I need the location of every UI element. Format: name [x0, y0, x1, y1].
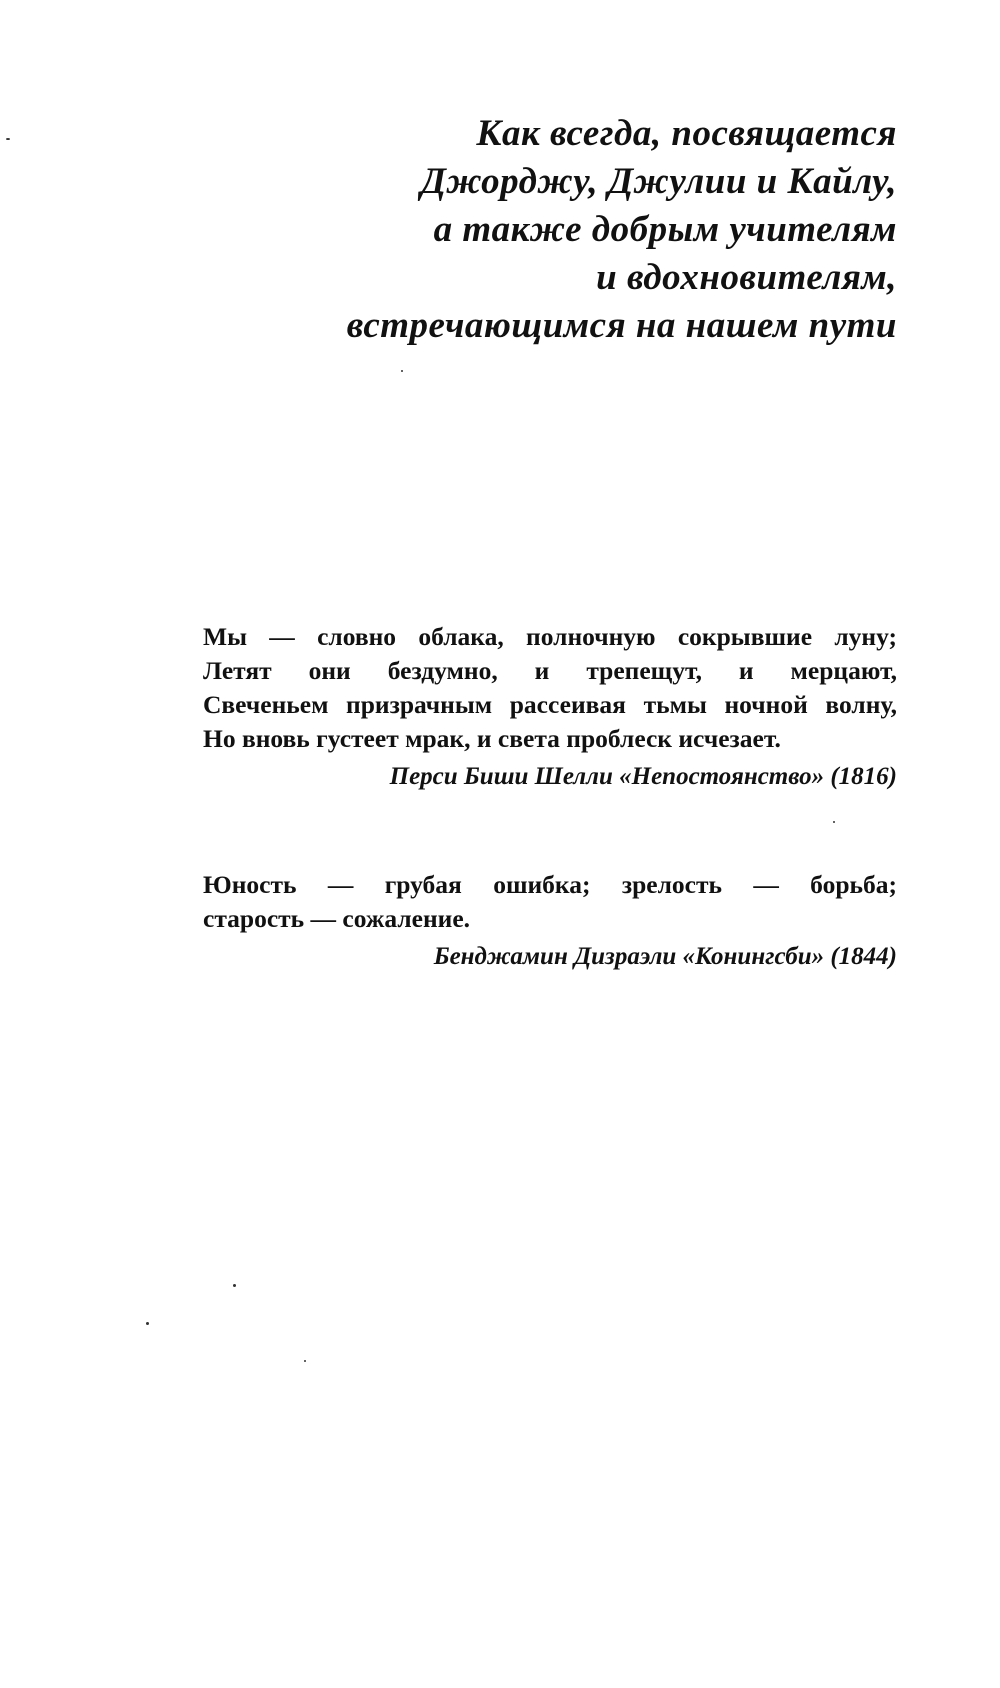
epigraph-attribution: Бенджамин Дизраэли «Конингсби» (1844) [433, 943, 897, 970]
verse-line: Мы — словно облака, полночную сокрывшие луну; [203, 622, 897, 651]
dedication-line: Как всегда, посвящается [476, 113, 897, 154]
scan-speck [304, 1360, 306, 1362]
dedication-line: а также добрым учителям [433, 209, 897, 250]
quote-line: Юность — грубая ошибка; зрелость — борьба; [203, 870, 897, 899]
scan-speck [233, 1284, 236, 1287]
verse-line: Но вновь густеет мрак, и света проблеск исчезает. [203, 724, 781, 753]
verse-line: Летят они бездумно, и трепещут, и мерцают, [203, 656, 897, 685]
epigraph-attribution: Перси Биши Шелли «Непостоянство» (1816) [389, 763, 897, 790]
dedication-line: встречающимся на нашем пути [346, 305, 897, 346]
epigraph-shelley [203, 620, 897, 794]
scan-speck [401, 370, 403, 372]
scan-speck [833, 821, 835, 823]
dedication [347, 110, 897, 350]
epigraph-disraeli [203, 868, 897, 974]
dedication-line: Джорджу, Джулии и Кайлу, [420, 161, 897, 202]
dedication-line: и вдохновителям, [596, 257, 897, 298]
quote-line: старость — сожаление. [203, 904, 471, 933]
scan-speck [146, 1322, 149, 1325]
verse-line: Свеченьем призрачным рассеивая тьмы ночной волну, [203, 690, 897, 719]
scan-speck [6, 138, 10, 140]
